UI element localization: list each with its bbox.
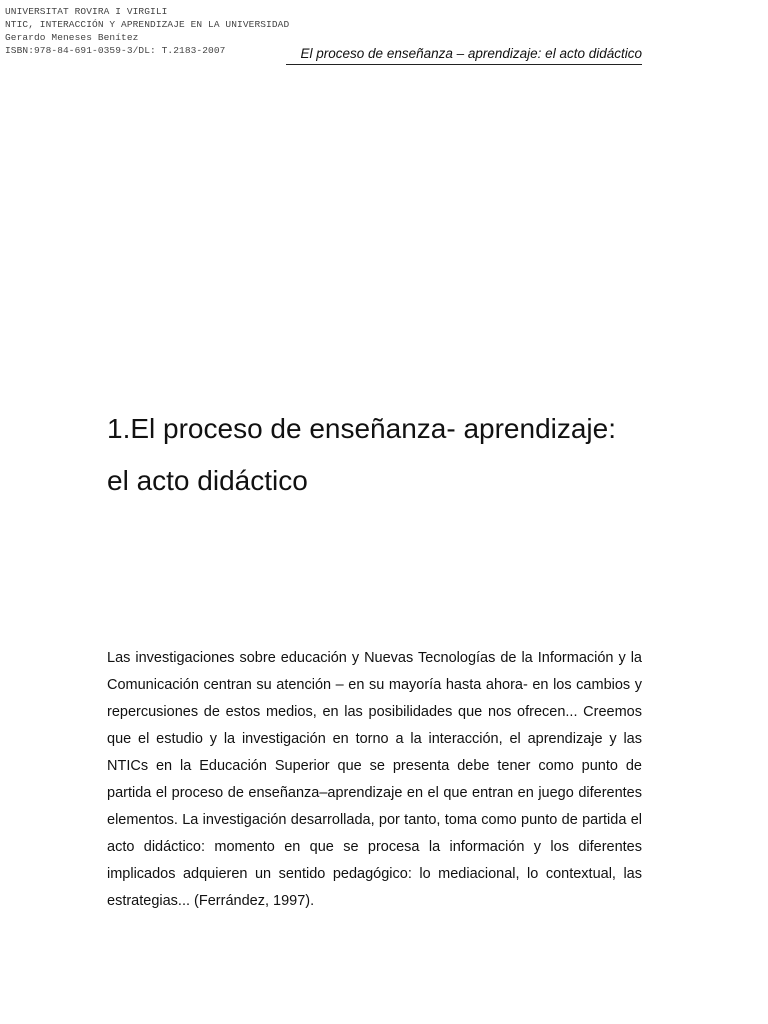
chapter-title-line-1: 1.El proceso de enseñanza- aprendizaje: [107, 413, 617, 444]
body-paragraph: Las investigaciones sobre educación y Nuevas Tecnologías de la Información y la Comunicación centran su atención – en su mayoría hasta ahora- en los cambios y repercusiones de estos medios, en las posibilidades que nos ofrecen... Creemos que el estudio y la investigación en torno a la interacción, el aprendizaje y las NTICs en la Educación Superior que se presenta debe tener como punto de partida el proceso de enseñanza–aprendizaje en el que entran en juego diferentes elementos. La investigación desarrollada, por tanto, toma como punto de partida el acto didáctico: momento en que se procesa la información y los diferentes implicados adquieren un sentido pedagógico: lo mediacional, lo contextual, las estrategias... (Ferrández, 1997). [107, 650, 642, 909]
metadata-author: Gerardo Meneses Benítez [5, 32, 139, 43]
running-header-title: El proceso de enseñanza – aprendizaje: el acto didáctico [286, 45, 642, 65]
metadata-isbn: ISBN:978-84-691-0359-3/DL: T.2183-2007 [5, 45, 226, 56]
chapter-title-line-2: el acto didáctico [107, 465, 308, 496]
metadata-university: UNIVERSITAT ROVIRA I VIRGILI [5, 6, 168, 17]
document-metadata [5, 5, 289, 57]
metadata-thesis-title: NTIC, INTERACCIÓN Y APRENDIZAJE EN LA UNIVERSIDAD [5, 19, 290, 30]
chapter-title [107, 403, 687, 507]
